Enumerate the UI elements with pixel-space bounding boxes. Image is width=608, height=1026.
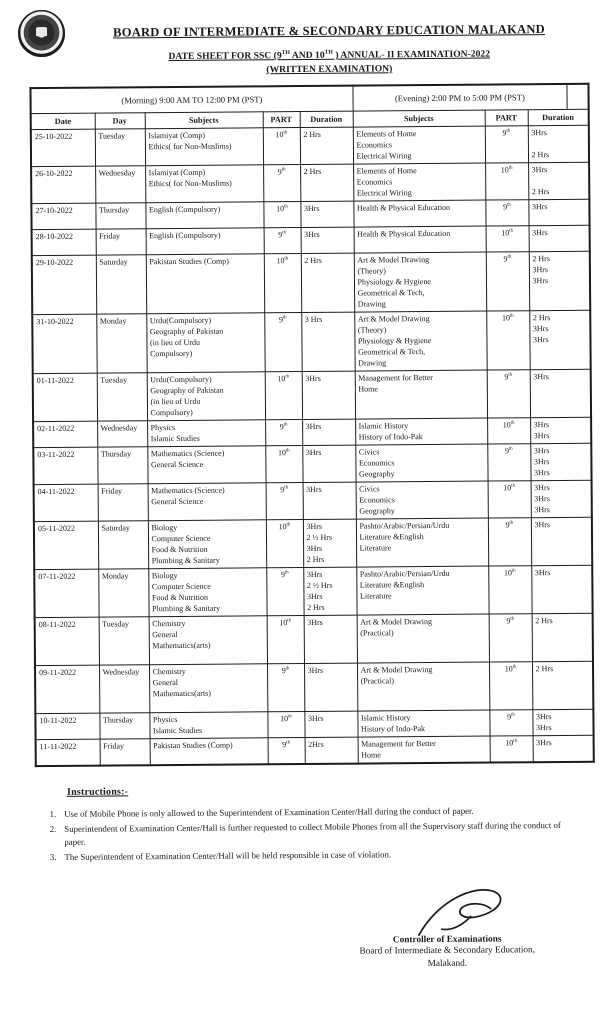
evening-subjects-cell: Elements of Home Economics Electrical Wiring <box>353 163 485 201</box>
evening-subjects-cell: Health & Physical Education <box>354 226 486 253</box>
evening-subjects-cell: Art & Model Drawing (Practical) <box>357 662 489 711</box>
signature-scribble <box>413 882 509 939</box>
evening-subjects-cell: Civics Economics Geography <box>356 481 488 519</box>
morning-duration-cell: 3Hrs 2 ½ Hrs 3Hrs 2 Hrs <box>303 567 356 615</box>
morning-part-cell: 10th <box>264 254 301 313</box>
col-header-part-morning: PART <box>263 112 300 128</box>
datesheet-subtitle: DATE SHEET FOR SSC (9TH AND 10TH ) ANNUAL- II EXAMINATION-2022 <box>168 48 491 63</box>
header-divider <box>567 85 588 109</box>
morning-part-cell: 9th <box>266 483 303 520</box>
morning-subjects-cell: Chemistry General Mathematics(arts) <box>149 664 267 713</box>
evening-duration-cell: 3Hrs <box>531 517 592 565</box>
morning-part-cell: 9th <box>263 165 300 202</box>
col-header-part-evening: PART <box>485 110 528 126</box>
instructions-list <box>41 804 581 864</box>
morning-part-cell: 9th <box>264 228 301 254</box>
document-header <box>0 0 605 77</box>
evening-part-cell: 10th <box>485 163 528 200</box>
evening-subjects-cell: Art & Model Drawing (Theory) Physiology & Hygiene Geometrical & Tech, Drawing <box>354 311 486 371</box>
morning-duration-cell: 3Hrs <box>304 663 357 711</box>
date-cell: 29-10-2022 <box>32 255 96 315</box>
day-cell: Friday <box>98 484 148 521</box>
day-cell: Thursday <box>97 447 147 484</box>
date-cell: 08-11-2022 <box>35 617 99 666</box>
evening-duration-cell: 2 Hrs 3Hrs 3Hrs <box>529 310 590 369</box>
evening-subjects-cell: Civics Economics Geography <box>355 444 487 482</box>
col-header-day: Day <box>95 113 145 129</box>
morning-subjects-cell: Urdu(Compulsory) Geography of Pakistan (in lieu of Urdu Compulsory) <box>147 372 265 421</box>
evening-part-cell: 9th <box>487 370 530 418</box>
morning-duration-cell: 2 Hrs <box>300 127 353 164</box>
morning-session-header: (Morning) 9:00 AM TO 12:00 PM (PST) <box>30 86 352 114</box>
morning-part-cell: 10th <box>265 372 302 420</box>
morning-part-cell: 9th <box>266 568 303 616</box>
day-cell: Wednesday <box>95 166 145 203</box>
table-row <box>31 162 589 203</box>
morning-duration-cell: 2 Hrs <box>300 164 353 201</box>
board-seal-logo-icon <box>18 10 65 57</box>
table-row <box>34 517 592 569</box>
morning-duration-cell: 2Hrs <box>305 737 358 764</box>
morning-part-cell: 10th <box>266 520 303 568</box>
signature-block <box>282 882 608 972</box>
evening-duration-cell: 3Hrs 3Hrs <box>530 417 591 443</box>
evening-duration-cell: 2 Hrs <box>532 613 593 661</box>
evening-part-cell: 10th <box>489 662 532 710</box>
table-row <box>33 369 591 421</box>
evening-part-cell: 9th <box>486 252 529 311</box>
day-cell: Tuesday <box>95 129 145 166</box>
table-row <box>32 251 591 314</box>
day-cell: Tuesday <box>99 617 149 665</box>
morning-subjects-cell: Pakistan Studies (Comp) <box>150 738 268 765</box>
evening-duration-cell: 3Hrs 3Hrs 3Hrs <box>531 480 592 517</box>
morning-subjects-cell: Urdu(Compulsory) Geography of Pakistan (in lieu of Urdu Compulsory) <box>146 313 264 373</box>
evening-subjects-cell: Pashto/Arabic/Persian/Urdu Literature &English Literature <box>356 566 488 615</box>
evening-part-cell: 10th <box>486 226 529 252</box>
day-cell: Friday <box>100 739 150 766</box>
col-header-subjects-evening: Subjects <box>353 110 485 127</box>
instruction-item: 3. The Superintendent of Examination Center/Hall will be held responsible in case of violation. <box>49 848 392 862</box>
morning-subjects-cell: Biology Computer Science Food & Nutrition Plumbing & Sanitary <box>148 568 266 617</box>
col-header-duration-morning: Duration <box>300 111 353 127</box>
morning-subjects-cell: Physics Islamic Studies <box>149 712 267 739</box>
evening-part-cell: 9th <box>485 126 528 163</box>
instruction-item: 2. Superintendent of Examination Center/Hall is further requested to collect Mobile Phones from all the Supervisory staff during the conduct of paper. <box>49 819 561 847</box>
date-cell: 02-11-2022 <box>33 421 97 448</box>
table-row <box>31 125 589 166</box>
day-cell: Wednesday <box>97 421 147 447</box>
day-cell: Wednesday <box>99 665 149 713</box>
date-cell: 28-10-2022 <box>32 229 96 256</box>
evening-part-cell: 9th <box>487 444 530 481</box>
table-row <box>34 565 592 617</box>
evening-duration-cell: 3Hrs 3Hrs <box>532 709 593 735</box>
evening-part-cell: 10th <box>487 418 530 444</box>
board-title: BOARD OF INTERMEDIATE & SECONDARY EDUCATION MALAKAND <box>113 22 546 40</box>
evening-part-cell: 9th <box>485 200 528 226</box>
day-cell: Monday <box>98 569 148 617</box>
col-header-subjects-morning: Subjects <box>145 112 263 129</box>
evening-subjects-cell: Management for Better Home <box>355 370 487 419</box>
organization-line2: Malakand. <box>427 958 468 969</box>
morning-part-cell: 9th <box>268 738 305 765</box>
col-header-duration-evening: Duration <box>528 109 589 125</box>
morning-duration-cell: 3 Hrs <box>301 312 354 371</box>
date-cell: 27-10-2022 <box>31 203 95 230</box>
evening-duration-cell: 3Hrs 3Hrs 3Hrs <box>530 443 591 480</box>
evening-subjects-cell: Pashto/Arabic/Persian/Urdu Literature &English Literature <box>356 518 488 567</box>
table-row <box>36 735 594 766</box>
date-cell: 31-10-2022 <box>32 314 96 374</box>
evening-part-cell: 10th <box>488 566 531 614</box>
date-cell: 25-10-2022 <box>31 129 95 167</box>
date-cell: 07-11-2022 <box>34 569 98 618</box>
table-row <box>35 613 593 665</box>
table-row <box>35 661 593 713</box>
evening-subjects-cell: Art & Model Drawing (Practical) <box>357 614 489 663</box>
day-cell: Thursday <box>95 203 145 229</box>
morning-duration-cell: 3Hrs <box>304 711 357 737</box>
morning-subjects-cell: Islamiyat (Comp) Ethics( for Non-Muslims) <box>145 165 263 203</box>
morning-duration-cell: 3Hrs <box>302 445 355 482</box>
col-header-date: Date <box>31 113 95 130</box>
evening-part-cell: 10th <box>486 311 529 370</box>
morning-duration-cell: 3Hrs 2 ½ Hrs 3Hrs 2 Hrs <box>303 519 356 567</box>
evening-duration-cell: 3Hrs <box>528 199 589 225</box>
morning-subjects-cell: Physics Islamic Studies <box>147 420 265 447</box>
morning-part-cell: 10th <box>263 202 300 228</box>
morning-duration-cell: 3Hrs <box>302 371 355 419</box>
datesheet-table <box>29 83 594 767</box>
morning-duration-cell: 3Hrs <box>302 419 355 445</box>
evening-subjects-cell: Islamic History History of Indo-Pak <box>355 418 487 445</box>
morning-part-cell: 10th <box>263 128 300 165</box>
evening-part-cell: 9th <box>489 710 532 736</box>
morning-part-cell: 9th <box>265 420 302 446</box>
date-cell: 26-10-2022 <box>31 166 95 204</box>
evening-duration-cell: 3Hrs <box>530 369 591 417</box>
morning-subjects-cell: Chemistry General Mathematics(arts) <box>149 616 267 665</box>
evening-duration-cell: 3Hrs 2 Hrs <box>528 125 589 162</box>
day-cell: Friday <box>96 229 146 255</box>
evening-part-cell: 9th <box>489 614 532 662</box>
instructions-heading: Instructions:- <box>66 786 129 798</box>
morning-part-cell: 9th <box>267 664 304 712</box>
instruction-item: 1. Use of Mobile Phone is only allowed to the Superintendent of Examination Center/Hall during the conduct of paper. <box>49 805 474 820</box>
morning-duration-cell: 3Hrs <box>301 227 354 253</box>
morning-subjects-cell: Mathematics (Science) General Science <box>148 483 266 521</box>
date-cell: 09-11-2022 <box>35 665 99 714</box>
evening-part-cell: 9th <box>488 518 531 566</box>
evening-subjects-cell: Art & Model Drawing (Theory) Physiology & Hygiene Geometrical & Tech, Drawing <box>354 252 486 312</box>
morning-subjects-cell: English (Compulsory) <box>146 228 264 255</box>
evening-session-header <box>352 84 588 111</box>
day-cell: Saturday <box>96 255 146 314</box>
morning-duration-cell: 2 Hrs <box>301 253 354 312</box>
date-cell: 10-11-2022 <box>35 713 99 740</box>
morning-duration-cell: 3Hrs <box>304 615 357 663</box>
morning-subjects-cell: Pakistan Studies (Comp) <box>146 254 264 314</box>
datesheet-rows <box>31 125 594 766</box>
morning-subjects-cell: English (Compulsory) <box>145 202 263 229</box>
day-cell: Thursday <box>99 713 149 739</box>
morning-part-cell: 10th <box>267 712 304 738</box>
instructions-section <box>3 783 608 865</box>
evening-duration-cell: 3Hrs <box>531 565 592 613</box>
signatory-title: Controller of Examinations <box>392 934 502 946</box>
evening-session-label: (Evening) 2:00 PM to 5:00 PM (PST) <box>394 91 525 103</box>
evening-duration-cell: 2 Hrs <box>532 661 593 709</box>
evening-subjects-cell: Islamic History History of Indo-Pak <box>357 710 489 737</box>
evening-duration-cell: 2 Hrs 3Hrs 3Hrs <box>529 251 590 310</box>
table-row <box>33 443 591 484</box>
date-cell: 03-11-2022 <box>33 447 97 485</box>
evening-part-cell: 10th <box>490 736 533 763</box>
morning-subjects-cell: Islamiyat (Comp) Ethics( for Non-Muslims) <box>145 128 263 166</box>
morning-duration-cell: 3Hrs <box>300 201 353 227</box>
table-row <box>34 480 592 521</box>
day-cell: Tuesday <box>97 373 147 421</box>
date-cell: 04-11-2022 <box>34 484 98 522</box>
evening-duration-cell: 3Hrs <box>529 225 590 251</box>
morning-part-cell: 10th <box>267 616 304 664</box>
written-examination-label: (WRITTEN EXAMINATION) <box>266 63 393 76</box>
date-cell: 05-11-2022 <box>34 521 98 570</box>
morning-part-cell: 9th <box>264 313 301 372</box>
evening-subjects-cell: Health & Physical Education <box>353 200 485 227</box>
morning-subjects-cell: Mathematics (Science) General Science <box>147 446 265 484</box>
day-cell: Monday <box>96 314 146 373</box>
evening-duration-cell: 3Hrs 2 Hrs <box>528 162 589 199</box>
date-cell: 01-11-2022 <box>33 373 97 422</box>
morning-duration-cell: 3Hrs <box>303 482 356 519</box>
table-row <box>32 310 591 373</box>
evening-subjects-cell: Management for Better Home <box>358 736 490 764</box>
evening-duration-cell: 3Hrs <box>533 735 594 762</box>
morning-part-cell: 10th <box>265 446 302 483</box>
date-cell: 11-11-2022 <box>36 739 100 766</box>
morning-subjects-cell: Biology Computer Science Food & Nutrition Plumbing & Sanitary <box>148 520 266 569</box>
organization-line1: Board of Intermediate & Secondary Education, <box>359 945 536 957</box>
day-cell: Saturday <box>98 521 148 569</box>
evening-part-cell: 10th <box>488 481 531 518</box>
evening-subjects-cell: Elements of Home Economics Electrical Wiring <box>353 126 485 164</box>
